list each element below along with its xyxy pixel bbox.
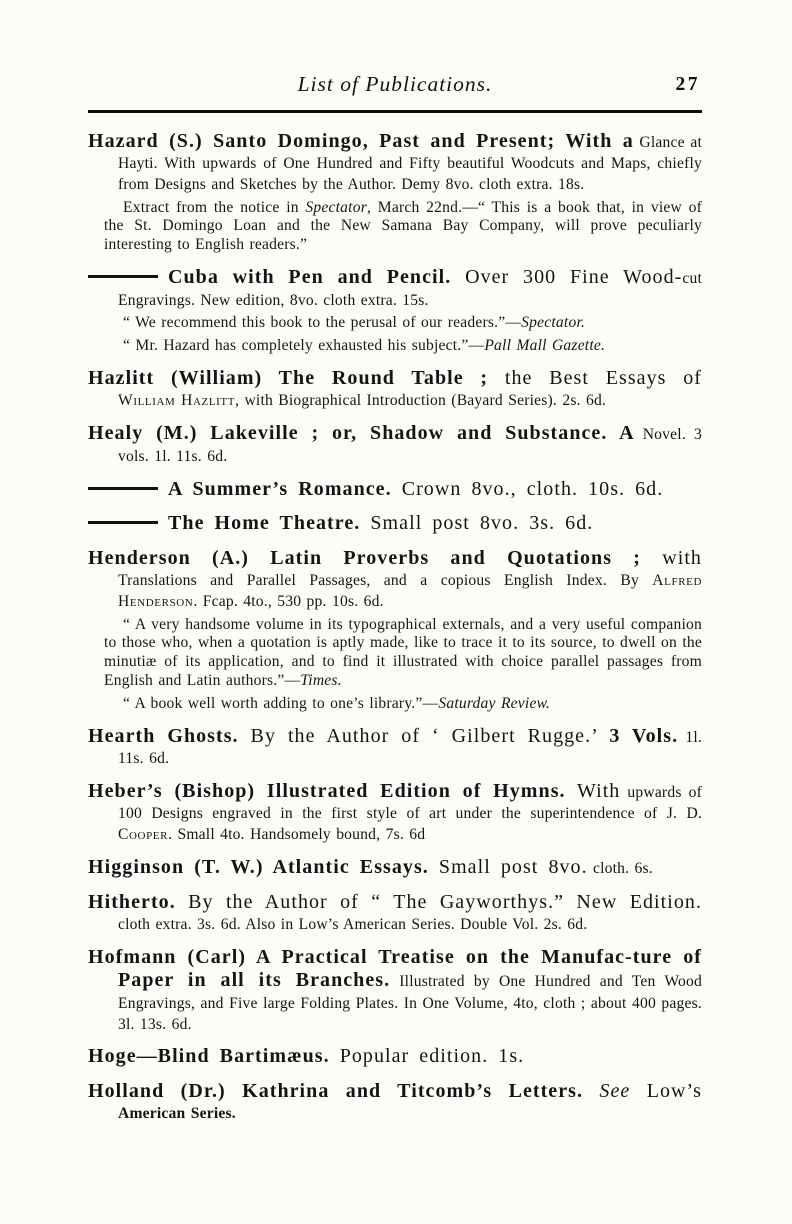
entry-heading-line	[88, 1045, 702, 1069]
entry-heading-line	[88, 856, 702, 880]
quote-segment: Saturday Review.	[438, 694, 551, 712]
page-header	[88, 72, 702, 102]
quote-segment: Spectator.	[521, 314, 586, 332]
entry-text-segment: Heber’s (Bishop) Illustrated Edition of Hymns.	[88, 779, 566, 802]
press-quote	[104, 695, 702, 714]
entry-text-segment: See	[583, 1079, 631, 1102]
entry-heading-line	[88, 946, 702, 1035]
quote-segment: “ Mr. Hazard has completely exhausted his subject.”—	[123, 337, 485, 355]
entry-text-segment: Alfred Henderson	[118, 572, 702, 610]
running-title: List of Publications.	[297, 72, 493, 96]
entry-heading-line	[88, 547, 702, 612]
catalog-entry	[88, 1080, 702, 1124]
press-quote	[104, 616, 702, 691]
catalog-entry	[88, 856, 702, 880]
entry-text-segment: cloth extra. 3s. 6d. Also in Low’s American Series. Double Vol. 2s. 6d.	[118, 916, 588, 934]
entry-text-segment: cloth. 6s.	[587, 860, 653, 878]
entry-text-segment: Higginson (T. W.) Atlantic Essays.	[88, 856, 429, 879]
catalog-entry	[88, 1045, 702, 1069]
quote-segment: “ We recommend this book to the perusal of our readers.”—	[123, 314, 522, 332]
entry-text-segment: With	[565, 779, 621, 802]
catalog-entry	[88, 891, 702, 935]
entry-text-segment: . Small 4to. Handsomely bound, 7s. 6d	[168, 826, 426, 844]
entry-text-segment: Cooper	[118, 826, 169, 844]
entry-text-segment: with	[640, 546, 702, 569]
entry-text-segment: , with Biographical Introduction (Bayard Series). 2s. 6d.	[235, 392, 607, 410]
entry-text-segment: The Home Theatre.	[168, 512, 361, 535]
catalog-entry	[88, 478, 702, 502]
entry-text-segment: Hoge—Blind Bartimæus.	[88, 1045, 330, 1068]
entry-heading-line	[88, 422, 702, 466]
entry-text-segment: Popular edition. 1s.	[329, 1045, 525, 1068]
publication-list	[88, 130, 702, 1125]
entry-heading-line	[88, 367, 702, 411]
entry-text-segment: cut Engravings. New edition, 8vo. cloth extra. 15s.	[118, 270, 702, 309]
entry-text-segment: American Series.	[118, 1105, 236, 1123]
entry-text-segment: Small post 8vo.	[428, 856, 588, 879]
entry-text-segment: By the Author of “ The Gayworthys.” New Edition.	[175, 890, 702, 913]
catalog-entry	[88, 266, 702, 356]
catalog-entry	[88, 946, 702, 1035]
entry-text-segment: A Summer’s Romance.	[168, 477, 392, 500]
entry-text-segment: Holland (Dr.) Kathrina and Titcomb’s Letters.	[88, 1079, 584, 1102]
catalog-entry	[88, 547, 702, 714]
entry-text-segment: Novel. 3 vols. 1l. 11s. 6d.	[118, 426, 702, 465]
quote-segment: Spectator	[305, 198, 367, 216]
press-quote	[104, 314, 702, 333]
same-author-dash	[88, 487, 158, 490]
quote-segment: “ A book well worth adding to one’s library.”—	[123, 694, 439, 712]
catalog-entry	[88, 725, 702, 769]
page-number: 27	[675, 74, 700, 95]
content-column	[88, 72, 702, 1124]
entry-text-segment: . Fcap. 4to., 530 pp. 10s. 6d.	[193, 592, 384, 610]
same-author-dash	[88, 521, 158, 524]
entry-text-segment: Healy (M.) Lakeville ; or, Shadow and Substance. A	[88, 422, 635, 445]
entry-text-segment: Cuba with Pen and Pencil.	[168, 266, 452, 289]
entry-text-segment: Illustrated by One Hundred and Ten Wood Engravings, and Five large Folding Plates. In One Volume, 4to, cloth ; about 400 pages. 3l. 13s. 6d.	[118, 973, 702, 1033]
catalog-entry	[88, 780, 702, 845]
entry-text-segment: Henderson (A.) Latin Proverbs and Quotations ;	[88, 546, 641, 569]
entry-heading-line	[88, 130, 702, 195]
entry-text-segment: 3 Vols.	[609, 724, 679, 747]
header-rule	[88, 110, 702, 113]
catalog-entry	[88, 367, 702, 411]
entry-heading-line	[88, 512, 702, 536]
entry-text-segment: upwards of 100 Designs engraved in the first style of art under the superintendence of J. D.	[118, 783, 702, 823]
entry-heading-line	[88, 1080, 702, 1124]
entry-text-segment: Hazard (S.) Santo Domingo, Past and Present; With a	[88, 129, 634, 152]
entry-heading-line	[88, 266, 702, 310]
catalog-entry	[88, 130, 702, 255]
quote-segment: Extract from the notice in	[123, 198, 306, 216]
entry-text-segment: the Best Essays of	[488, 366, 702, 389]
entry-text-segment: Hearth Ghosts.	[88, 724, 239, 747]
entry-heading-line	[88, 891, 702, 935]
entry-text-segment: Hitherto.	[88, 890, 176, 913]
catalog-entry	[88, 422, 702, 466]
entry-text-segment: Over 300 Fine Wood-	[451, 266, 683, 289]
entry-heading-line	[88, 780, 702, 845]
entry-text-segment: Hazlitt (William) The Round Table ;	[88, 366, 489, 389]
catalog-entry	[88, 512, 702, 536]
press-quote	[104, 337, 702, 356]
quote-segment: , March 22nd.—“ This is a book that, in view of the St. Domingo Loan and the New Samana Bay Company, will prove peculiarly interesting to English readers.”	[104, 198, 702, 254]
entry-text-segment: Crown 8vo., cloth. 10s. 6d.	[391, 477, 664, 500]
entry-text-segment: Low’s	[630, 1079, 702, 1102]
entry-text-segment: By the Author of ‘ Gilbert Rugge.’	[238, 724, 610, 747]
entry-text-segment: Hofmann (Carl) A Practical Treatise on the Manufac-ture of Paper in all its Branches.	[88, 945, 702, 992]
entry-text-segment: William Hazlitt	[118, 392, 236, 410]
entry-text-segment: Translations and Parallel Passages, and a copious English Index. By	[118, 572, 653, 590]
quote-segment: Times.	[300, 672, 342, 690]
same-author-dash	[88, 275, 158, 278]
entry-text-segment: 1l. 11s. 6d.	[118, 728, 703, 768]
quote-segment: Pall Mall Gazette.	[484, 337, 606, 355]
quote-segment: “ A very handsome volume in its typographical externals, and a very useful companion to those who, when a quotation is aptly made, like to trace it to its source, to dwell on the minutiæ of its application, and to find it illustrated with choice parallel passages from English and Latin authors.”—	[104, 615, 702, 690]
press-quote	[104, 199, 702, 255]
entry-heading-line	[88, 725, 702, 769]
entry-heading-line	[88, 478, 702, 502]
entry-text-segment: Glance at Hayti. With upwards of One Hundred and Fifty beautiful Woodcuts and Maps, chiefly from Designs and Sketches by the Author. Demy 8vo. cloth extra. 18s.	[118, 133, 702, 193]
entry-text-segment: Small post 8vo. 3s. 6d.	[360, 512, 594, 535]
